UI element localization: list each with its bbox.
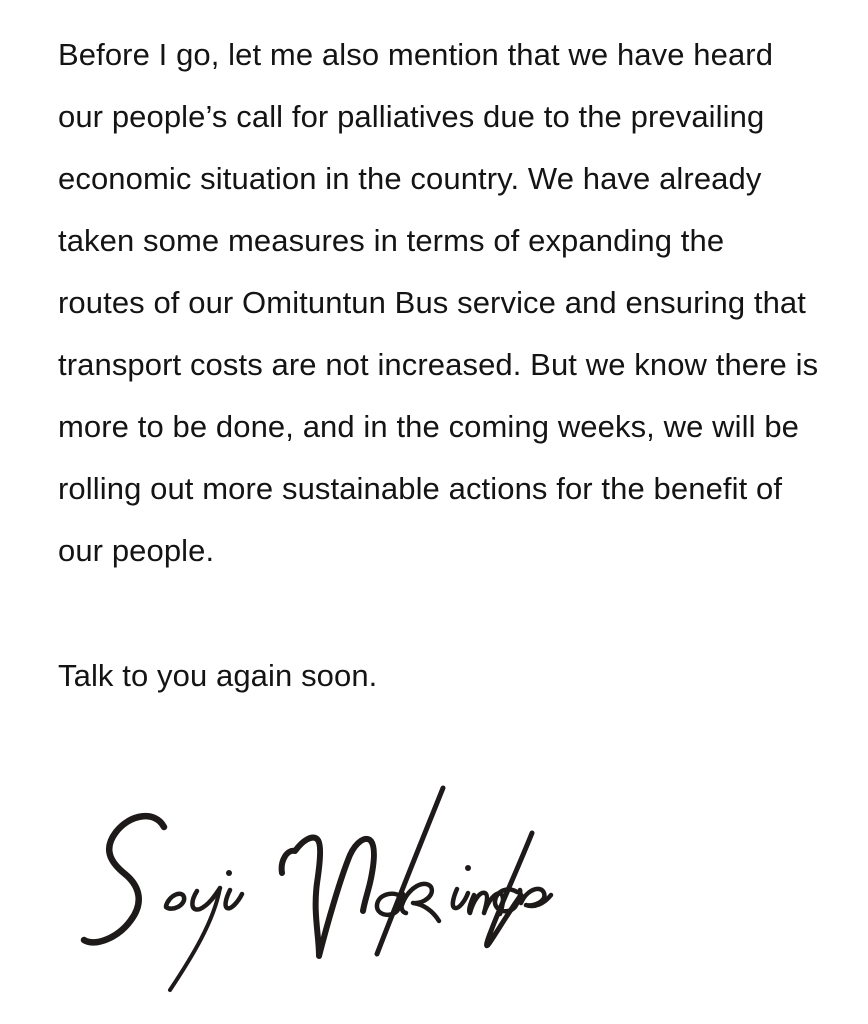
body-line: Before I go, let me also mention that we have heard [58, 37, 774, 72]
body-line: routes of our Omituntun Bus service and ensuring that [58, 285, 806, 320]
signature-i2-dot [465, 865, 471, 871]
body-line: taken some measures in terms of expanding the [58, 223, 725, 258]
signature-strokes [84, 788, 551, 990]
signature-letter-i2 [453, 889, 468, 908]
signature-letter-M [282, 838, 374, 956]
body-line: economic situation in the country. We have already [58, 161, 762, 196]
body-line: our people’s call for palliatives due to the prevailing [58, 99, 765, 134]
signature-k-loop [402, 884, 439, 921]
body-line: our people. [58, 533, 215, 568]
signature-letter-e [166, 894, 184, 909]
signature-letter-S [84, 816, 164, 942]
body-line: rolling out more sustainable actions for the benefit of [58, 471, 783, 506]
signature-i-dot [226, 870, 232, 876]
letter-body [58, 24, 848, 582]
signature-y-tail [170, 888, 220, 990]
closing-line: Talk to you again soon. [58, 658, 378, 693]
signature-letter-e2 [521, 889, 551, 906]
signature [80, 785, 570, 1000]
body-line: more to be done, and in the coming weeks, we will be [58, 409, 799, 444]
signature-k-stem [377, 788, 443, 954]
signature-d-stem [487, 833, 532, 946]
body-line: transport costs are not increased. But we know there is [58, 347, 819, 382]
signature-letter-i [226, 890, 242, 908]
